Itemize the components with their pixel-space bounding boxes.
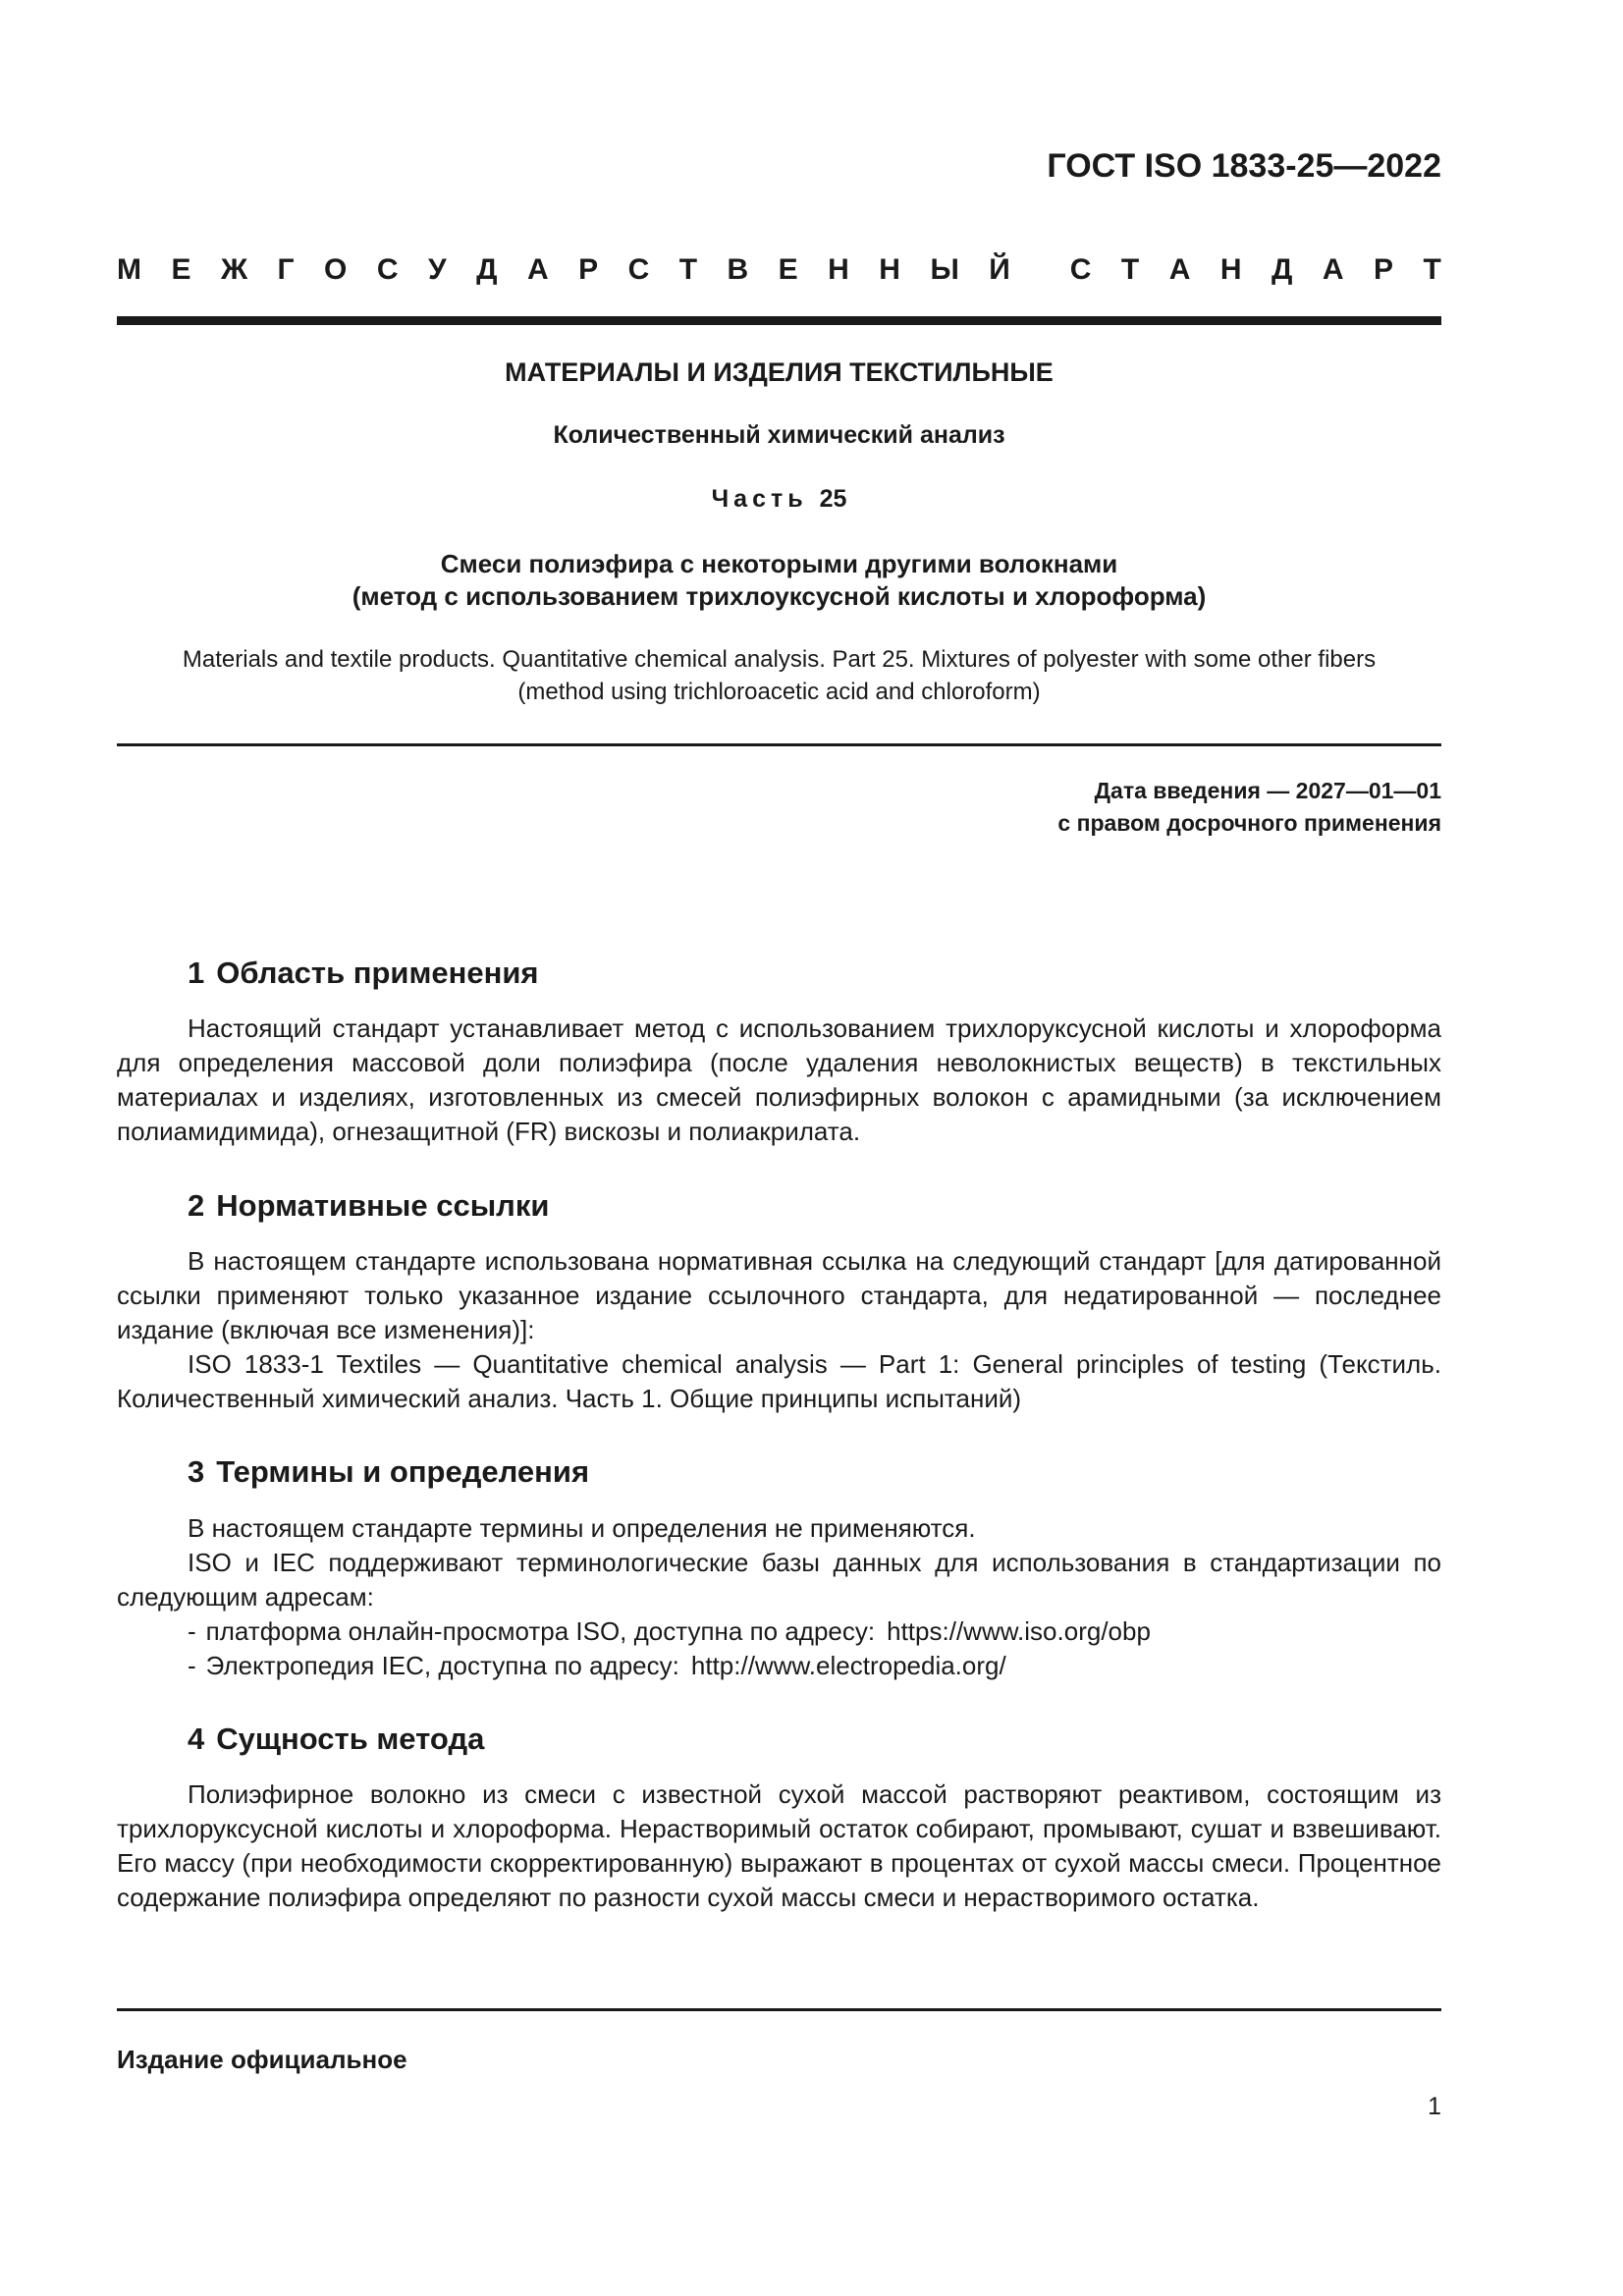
heading-letter: Т (1120, 253, 1140, 286)
introduction-date: Дата введения — 2027—01—01 (1094, 778, 1441, 803)
heading-letter: Н (828, 253, 849, 286)
document-title: МАТЕРИАЛЫ И ИЗДЕЛИЯ ТЕКСТИЛЬНЫЕ (505, 357, 1054, 387)
heading-letter: А (1168, 253, 1191, 286)
section-heading (188, 1454, 589, 1490)
part-description (117, 548, 1441, 613)
section-title: Нормативные ссылки (216, 1188, 550, 1223)
heading-letter: Д (476, 253, 498, 286)
heading-letter: Ж (220, 253, 248, 286)
section-paragraph: В настоящем стандарте использована нормативная ссылка на следующий стандарт [для датированной ссылки применяют только указанное издание ссылочного стандарта, для недатированной — последнее издание (включая все изменения)]: (117, 1246, 1441, 1344)
section-line: В настоящем стандарте термины и определения не применяются. (188, 1513, 976, 1543)
normative-reference: ISO 1833-1 Textiles — Quantitative chemical analysis — Part 1: General principles of testing (Текстиль. Количественный химический анализ. Часть 1. Общие принципы испытаний) (117, 1349, 1441, 1413)
heading-letter: Т (678, 253, 698, 286)
english-title (117, 643, 1441, 708)
english-title-line: (method using trichloroacetic acid and chloroform) (517, 679, 1041, 705)
heading-letter: Н (1219, 253, 1242, 286)
section-heading (188, 956, 539, 991)
document-code: ГОСТ ISO 1833-25—2022 (1047, 147, 1441, 185)
section-title: Термины и определения (216, 1454, 590, 1489)
heading-letter: А (1322, 253, 1344, 286)
section-number: 2 (188, 1188, 205, 1223)
heading-letter: Е (778, 253, 798, 286)
part-number: 25 (819, 485, 847, 513)
english-title-line: Materials and textile products. Quantitative chemical analysis. Part 25. Mixtures of polyester with some other fibers (182, 646, 1377, 673)
section-number: 3 (188, 1454, 205, 1489)
heading-letter: М (117, 253, 141, 286)
section-title: Область применения (216, 956, 539, 990)
official-edition-label: Издание официальное (117, 2045, 407, 2074)
list-item (188, 1649, 1006, 1683)
list-item (188, 1614, 1151, 1649)
page-number: 1 (1428, 2093, 1441, 2120)
heading-letter: Т (1423, 253, 1441, 286)
heading-letter: Р (578, 253, 599, 286)
part-word: Часть (711, 485, 808, 513)
document-subtitle: Количественный химический анализ (553, 421, 1005, 449)
heading-letter: С (627, 253, 650, 286)
section-heading (188, 1722, 484, 1757)
footer-rule (117, 2008, 1441, 2011)
heading-letter: В (727, 253, 749, 286)
heading-letter: Е (171, 253, 191, 286)
heading-letter: У (427, 253, 447, 286)
list-item-text: платформа онлайн-просмотра ISO, доступна по адресу: (205, 1616, 876, 1646)
heading-letter: А (526, 253, 549, 286)
heading-letter: Н (879, 253, 900, 286)
title-rule (117, 743, 1441, 746)
list-item-text: Электропедия IEC, доступна по адресу: (205, 1651, 679, 1680)
section-title: Сущность метода (216, 1722, 485, 1756)
heading-letter: Д (1271, 253, 1293, 286)
heading-letter: Ы (930, 253, 959, 286)
section-heading (188, 1188, 549, 1224)
heading-letter: С (376, 253, 399, 286)
section-number: 4 (188, 1722, 205, 1756)
list-dash: - (188, 1616, 196, 1646)
part-label (117, 485, 1441, 514)
early-application-note: с правом досрочного применения (1057, 810, 1441, 836)
heading-letter: О (324, 253, 348, 286)
electropedia-link[interactable]: http://www.electropedia.org/ (690, 1651, 1006, 1680)
part-description-line: (метод с использованием трихлоуксусной кислоты и хлороформа) (352, 581, 1207, 611)
section-paragraph: Полиэфирное волокно из смеси с известной сухой массой растворяют реактивом, состоящим из трихлоруксусной кислоты и хлороформа. Нерастворимый остаток собирают, промывают, сушат и взвешивают. Его массу (при необходимости скорректированную) выражают в процентах от сухой массы смеси. Процентное содержание полиэфира определяют по разности сухой массы смеси и нерастворимого остатка. (117, 1779, 1441, 1912)
heading-letter: С (1069, 253, 1092, 286)
list-dash: - (188, 1651, 196, 1680)
header-rule (117, 316, 1441, 325)
part-description-line: Смеси полиэфира с некоторыми другими волокнами (440, 549, 1118, 578)
iso-obp-link[interactable]: https://www.iso.org/obp (887, 1616, 1151, 1646)
standard-type-heading (117, 253, 1441, 287)
introduction-date-block (1057, 775, 1441, 840)
section-paragraph: Настоящий стандарт устанавливает метод с использованием трихлоруксусной кислоты и хлороформа для определения массовой доли полиэфира (после удаления неволокнистых веществ) в текстильных материалах и изделиях, изготовленных из смесей полиэфирных волокон с арамидными (за исключением полиамидимида), огнезащитной (FR) вискозы и полиакрилата. (117, 1013, 1441, 1146)
section-number: 1 (188, 956, 205, 990)
heading-letter: Г (277, 253, 295, 286)
section-paragraph: ISO и IEC поддерживают терминологические базы данных для использования в стандартизации по следующим адресам: (117, 1548, 1441, 1612)
heading-letter: Й (989, 253, 1010, 286)
heading-letter: Р (1373, 253, 1393, 286)
